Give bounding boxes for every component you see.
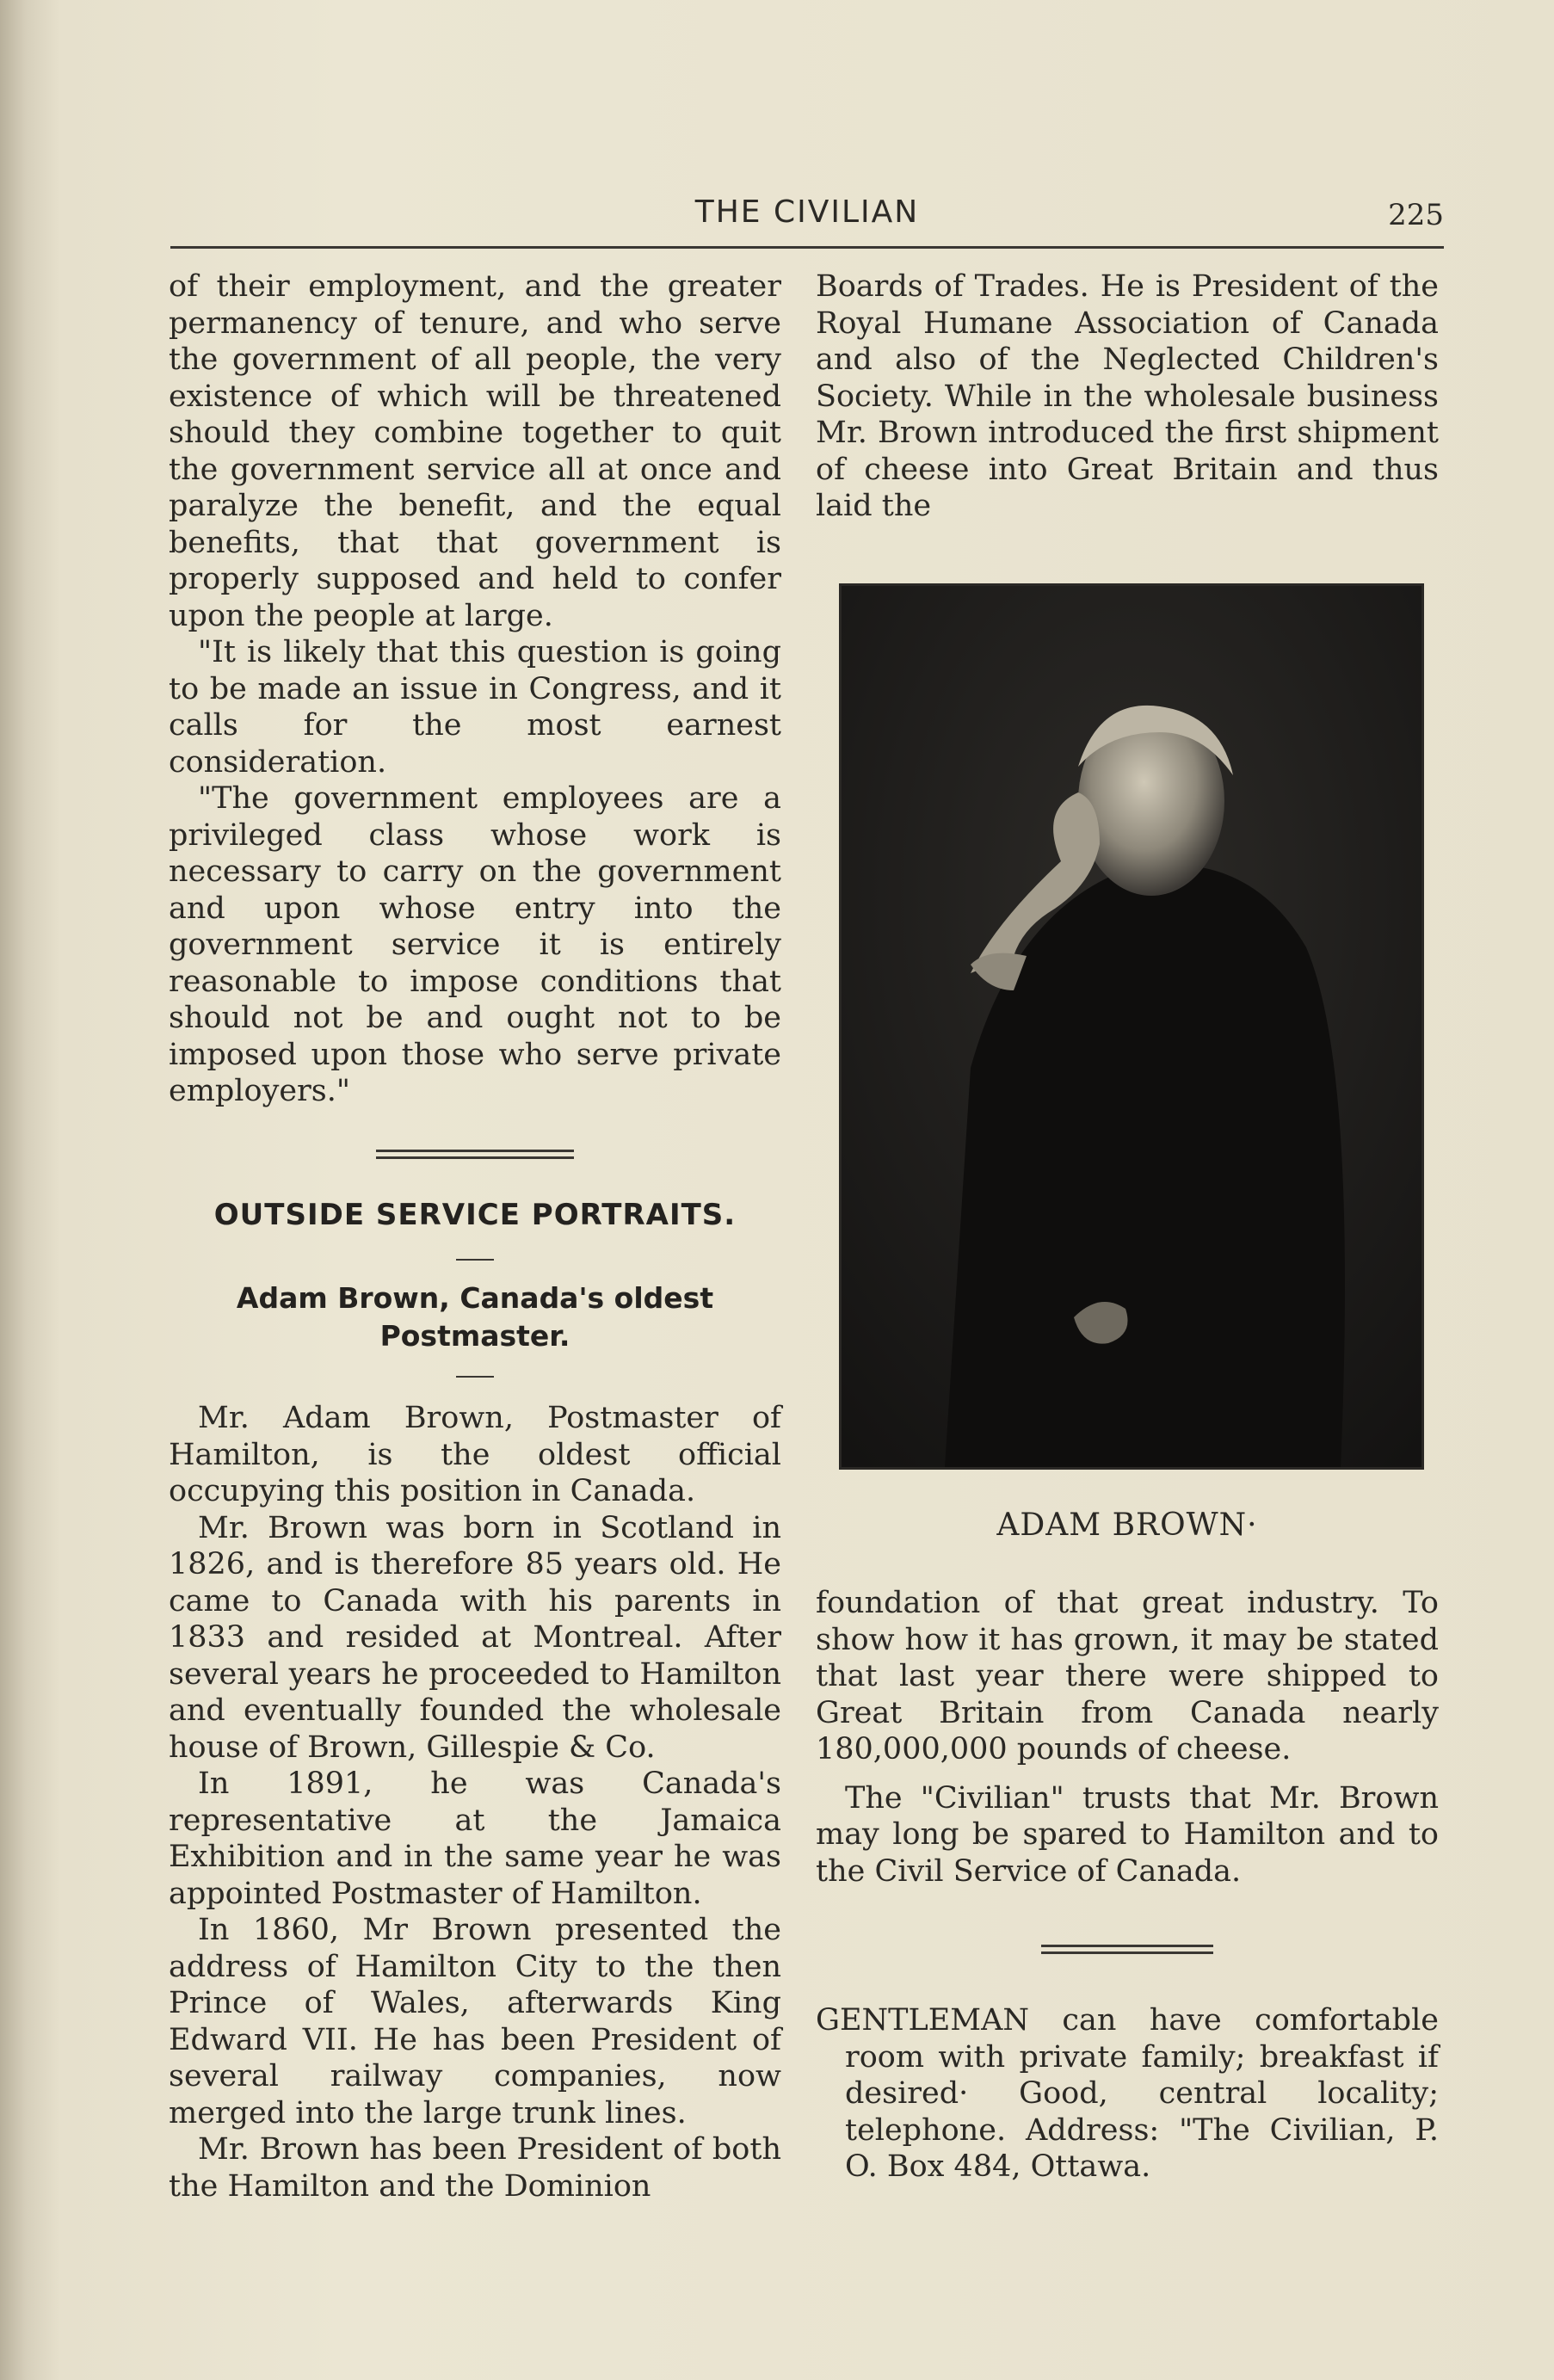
right-paragraph-1: Boards of Trades. He is President of the Royal Humane Association of Canada and also of the Neglected Children's Society. While in the wholesale business Mr. Brown introduced the first shipment of cheese into Great Britain and thus laid the	[816, 269, 1439, 523]
right-paragraph-3: The "Civilian" trusts that Mr. Brown may long be spared to Hamilton and to the Civil Service of Canada.	[816, 1780, 1439, 1889]
section-divider	[376, 1150, 574, 1159]
left-paragraph-5: Mr. Brown was born in Scotland in 1826, and is therefore 85 years old. He came to Canada with his parents in 1833 and resided at Montreal. After several years he proceeded to Hamilton and eventually founded the wholesale house of Brown, Gillespie & Co.	[169, 1510, 781, 1765]
photo-caption: ADAM BROWN·	[996, 1508, 1258, 1543]
publication-title: THE CIVILIAN	[694, 194, 920, 230]
left-paragraph-1: of their employment, and the greater permanency of tenure, and who serve the government of all people, the very existence of which will be threatened should they combine together to quit the government service all at once and paralyze the benefit, and the equal benefits, that that government is properly supposed and held to confer upon the people at large.	[169, 269, 781, 633]
classified-ad-text: GENTLEMAN can have comfortable room with private family; breakfast if desired· Good, central locality; telephone. Address: "The Civilian, P. O. Box 484, Ottawa.	[816, 2003, 1439, 2184]
right-column-top	[816, 268, 1439, 525]
page-header	[170, 191, 1444, 243]
left-paragraph-2: "It is likely that this question is going to be made an issue in Congress, and it calls for the most earnest consideration.	[169, 635, 781, 780]
header-rule	[170, 246, 1444, 249]
right-paragraph-2: foundation of that great industry. To show how it has grown, it may be stated that last year there were shipped to Great Britain from Canada nearly 180,000,000 pounds of cheese.	[816, 1586, 1439, 1767]
left-paragraph-6: In 1891, he was Canada's representative at the Jamaica Exhibition and in the same year he was appointed Postmaster of Hamilton.	[169, 1767, 781, 1911]
ad-divider	[1041, 1945, 1213, 1954]
left-paragraph-7: In 1860, Mr Brown presented the address of Hamilton City to the then Prince of Wales, afterwards King Edward VII. He has been President of several railway companies, now merged into the large trunk lines.	[169, 1913, 781, 2130]
left-paragraph-3: "The government employees are a privileged class whose work is necessary to carry on the government and upon whose entry into the government service it is entirely reasonable to impose conditions that should not be and ought not to be imposed upon those who serve private employers."	[169, 781, 781, 1108]
left-paragraph-4: Mr. Adam Brown, Postmaster of Hamilton, is the oldest official occupying this position in Canada.	[169, 1401, 781, 1508]
left-paragraph-8: Mr. Brown has been President of both the Hamilton and the Dominion	[169, 2132, 781, 2204]
article-subheading: Adam Brown, Canada's oldest Postmaster.	[236, 1281, 714, 1353]
right-column-bottom	[816, 1585, 1439, 2186]
portrait-image	[842, 586, 1421, 1467]
portrait-photo	[839, 583, 1424, 1470]
page-number: 225	[1388, 198, 1444, 232]
classified-ad	[816, 2002, 1439, 2186]
left-column	[169, 268, 781, 2204]
section-heading: OUTSIDE SERVICE PORTRAITS.	[213, 1197, 737, 1232]
